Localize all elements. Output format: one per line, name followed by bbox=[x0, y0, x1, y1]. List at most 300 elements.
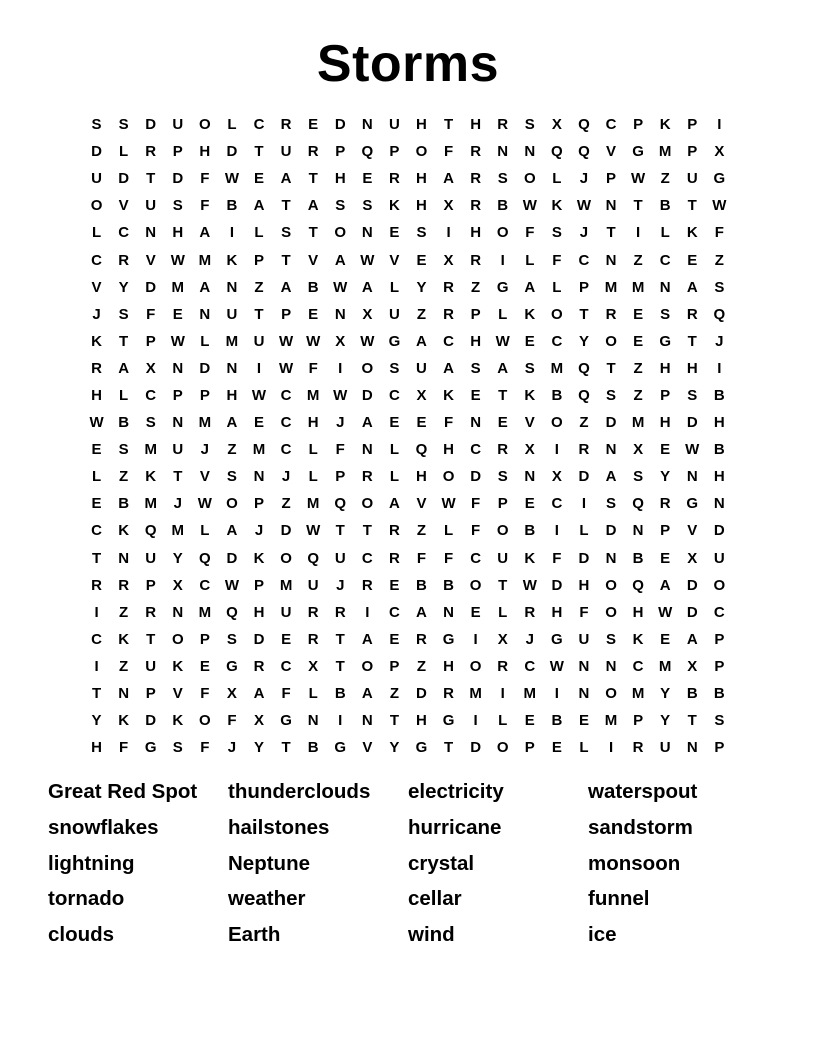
grid-letter: S bbox=[470, 359, 481, 377]
grid-letter: W bbox=[685, 441, 700, 459]
grid-letter: R bbox=[307, 143, 319, 161]
grid-letter: T bbox=[91, 549, 102, 567]
grid-letter: A bbox=[280, 170, 292, 188]
grid-letter: S bbox=[416, 224, 427, 242]
grid-row bbox=[83, 355, 733, 382]
grid-letter: Q bbox=[334, 495, 347, 513]
grid-letter: T bbox=[389, 712, 399, 730]
grid-letter: N bbox=[361, 712, 373, 730]
grid-letter: W bbox=[549, 657, 564, 675]
grid-letter: O bbox=[713, 576, 726, 594]
word-list-item: monsoon bbox=[588, 851, 681, 875]
grid-letter: B bbox=[307, 739, 319, 757]
grid-letter: S bbox=[524, 116, 535, 134]
grid-letter: F bbox=[308, 359, 318, 377]
grid-letter: X bbox=[524, 441, 535, 459]
grid-letter: P bbox=[633, 712, 644, 730]
grid-letter: P bbox=[714, 630, 725, 648]
grid-letter: O bbox=[551, 414, 563, 432]
grid-letter: X bbox=[687, 549, 698, 567]
grid-letter: Z bbox=[227, 441, 237, 459]
grid-letter: O bbox=[605, 576, 617, 594]
grid-letter: P bbox=[389, 657, 400, 675]
grid-letter: X bbox=[335, 332, 346, 350]
page-title: Storms bbox=[316, 35, 500, 93]
grid-letter: P bbox=[145, 576, 156, 594]
grid-letter: M bbox=[198, 603, 212, 621]
grid-letter: R bbox=[524, 603, 536, 621]
grid-letter: C bbox=[632, 657, 644, 675]
grid-letter: J bbox=[281, 468, 291, 486]
grid-letter: S bbox=[606, 630, 617, 648]
grid-letter: G bbox=[632, 143, 644, 161]
grid-letter: I bbox=[338, 712, 343, 730]
grid-letter: L bbox=[443, 522, 454, 540]
grid-letter: L bbox=[498, 305, 508, 323]
grid-letter: X bbox=[308, 657, 319, 675]
grid-row bbox=[83, 165, 733, 192]
grid-letter: F bbox=[119, 739, 129, 757]
grid-letter: P bbox=[497, 495, 508, 513]
grid-letter: Y bbox=[660, 712, 671, 730]
grid-letter: R bbox=[443, 305, 454, 323]
grid-row bbox=[83, 246, 733, 273]
grid-letter: I bbox=[608, 739, 614, 757]
grid-letter: D bbox=[334, 116, 346, 134]
grid-letter: F bbox=[227, 712, 237, 730]
grid-letter: O bbox=[523, 170, 536, 188]
grid-letter: B bbox=[551, 712, 563, 730]
grid-row bbox=[83, 301, 733, 328]
grid-letter: Z bbox=[389, 685, 399, 703]
grid-letter: L bbox=[119, 386, 129, 404]
grid-letter: C bbox=[361, 549, 373, 567]
grid-letter: A bbox=[361, 630, 373, 648]
grid-letter: N bbox=[497, 143, 509, 161]
grid-letter: R bbox=[145, 603, 157, 621]
word-list-item: ice bbox=[588, 923, 617, 947]
grid-letter: W bbox=[89, 414, 104, 432]
grid-letter: D bbox=[361, 386, 373, 404]
grid-letter: L bbox=[552, 278, 562, 296]
grid-letter: O bbox=[226, 495, 238, 513]
grid-letter: H bbox=[470, 224, 482, 242]
grid-letter: M bbox=[198, 251, 212, 269]
grid-letter: M bbox=[604, 278, 618, 296]
grid-letter: Q bbox=[144, 522, 157, 540]
grid-letter: E bbox=[91, 495, 102, 513]
grid-letter: T bbox=[91, 685, 102, 703]
grid-letter: A bbox=[416, 603, 427, 621]
grid-letter: Q bbox=[199, 549, 211, 567]
grid-letter: Q bbox=[632, 495, 644, 513]
grid-letter: A bbox=[686, 630, 698, 648]
grid-letter: X bbox=[362, 305, 373, 323]
grid-letter: E bbox=[254, 170, 265, 188]
grid-row bbox=[83, 111, 733, 138]
grid-letter: H bbox=[659, 359, 671, 377]
grid-letter: P bbox=[254, 251, 265, 269]
grid-letter: E bbox=[199, 657, 210, 675]
grid-letter: G bbox=[334, 739, 347, 757]
grid-letter: Z bbox=[579, 414, 589, 432]
grid-letter: K bbox=[118, 712, 130, 730]
grid-letter: Q bbox=[632, 576, 644, 594]
grid-letter: L bbox=[91, 468, 102, 486]
grid-letter: K bbox=[443, 386, 454, 404]
grid-letter: M bbox=[306, 495, 320, 513]
grid-letter: O bbox=[415, 143, 428, 161]
grid-letter: R bbox=[145, 143, 157, 161]
grid-letter: K bbox=[145, 468, 157, 486]
word-list-item: electricity bbox=[408, 780, 504, 803]
grid-letter: O bbox=[442, 468, 455, 486]
grid-letter: T bbox=[498, 576, 508, 594]
grid-letter: T bbox=[281, 251, 291, 269]
grid-letter: D bbox=[226, 549, 238, 567]
grid-letter: D bbox=[145, 712, 157, 730]
grid-letter: F bbox=[416, 549, 427, 567]
grid-letter: A bbox=[226, 414, 238, 432]
grid-letter: Y bbox=[172, 549, 183, 567]
grid-letter: D bbox=[470, 739, 482, 757]
grid-letter: A bbox=[253, 197, 265, 215]
grid-row bbox=[83, 219, 733, 246]
grid-letter: F bbox=[443, 549, 454, 567]
grid-letter: A bbox=[361, 685, 373, 703]
grid-letter: E bbox=[416, 414, 427, 432]
grid-letter: M bbox=[469, 685, 482, 703]
grid-letter: Z bbox=[119, 603, 129, 621]
grid-letter: H bbox=[416, 468, 427, 486]
grid-letter: V bbox=[606, 143, 617, 161]
grid-letter: S bbox=[226, 468, 237, 486]
grid-letter: V bbox=[91, 278, 102, 296]
grid-letter: G bbox=[659, 332, 672, 350]
grid-letter: R bbox=[470, 170, 482, 188]
grid-letter: N bbox=[470, 414, 482, 432]
grid-letter: E bbox=[470, 603, 481, 621]
grid-letter: A bbox=[307, 197, 319, 215]
grid-row bbox=[83, 545, 733, 572]
grid-letter: N bbox=[226, 359, 238, 377]
grid-letter: R bbox=[388, 549, 400, 567]
grid-letter: A bbox=[497, 359, 509, 377]
word-list-item: Great Red Spot bbox=[48, 780, 198, 803]
grid-letter: D bbox=[470, 468, 482, 486]
grid-letter: H bbox=[470, 332, 482, 350]
grid-letter: P bbox=[335, 143, 346, 161]
grid-letter: Z bbox=[119, 468, 129, 486]
grid-letter: M bbox=[306, 386, 320, 404]
grid-letter: N bbox=[172, 603, 184, 621]
grid-letter: Q bbox=[361, 143, 374, 161]
grid-letter: B bbox=[334, 685, 346, 703]
grid-letter: D bbox=[253, 630, 265, 648]
grid-letter: Z bbox=[633, 359, 643, 377]
grid-letter: P bbox=[145, 332, 156, 350]
grid-letter: P bbox=[389, 143, 400, 161]
grid-letter: Y bbox=[578, 332, 589, 350]
grid-letter: D bbox=[686, 603, 698, 621]
grid-letter: O bbox=[361, 495, 374, 513]
grid-row bbox=[83, 138, 733, 165]
grid-letter: W bbox=[170, 251, 185, 269]
grid-letter: W bbox=[631, 170, 646, 188]
grid-letter: H bbox=[226, 386, 238, 404]
grid-letter: D bbox=[145, 116, 157, 134]
grid-letter: D bbox=[551, 576, 563, 594]
grid-letter: P bbox=[687, 116, 698, 134]
grid-letter: R bbox=[361, 576, 373, 594]
grid-letter: D bbox=[713, 522, 725, 540]
grid-letter: G bbox=[496, 278, 509, 296]
grid-letter: G bbox=[144, 739, 157, 757]
grid-letter: S bbox=[524, 359, 535, 377]
grid-letter: E bbox=[308, 116, 319, 134]
grid-letter: C bbox=[118, 224, 130, 242]
grid-letter: H bbox=[253, 603, 265, 621]
grid-letter: J bbox=[336, 414, 345, 432]
grid-row bbox=[83, 436, 733, 463]
grid-letter: A bbox=[524, 278, 536, 296]
grid-letter: T bbox=[254, 143, 264, 161]
grid-letter: W bbox=[251, 386, 267, 404]
grid-letter: G bbox=[551, 630, 563, 648]
grid-letter: C bbox=[551, 495, 563, 513]
grid-letter: Z bbox=[633, 386, 643, 404]
grid-letter: C bbox=[199, 576, 211, 594]
grid-letter: C bbox=[551, 332, 563, 350]
grid-letter: N bbox=[361, 116, 373, 134]
grid-letter: A bbox=[605, 468, 617, 486]
grid-letter: R bbox=[91, 359, 102, 377]
grid-letter: U bbox=[416, 359, 427, 377]
grid-letter: P bbox=[172, 143, 183, 161]
grid-letter: R bbox=[578, 441, 590, 459]
grid-letter: A bbox=[118, 359, 130, 377]
grid-letter: M bbox=[631, 685, 645, 703]
grid-letter: W bbox=[360, 332, 375, 350]
grid-letter: Y bbox=[416, 278, 427, 296]
grid-letter: Z bbox=[471, 278, 481, 296]
grid-letter: I bbox=[94, 657, 99, 675]
grid-row bbox=[83, 626, 733, 653]
grid-row bbox=[83, 517, 733, 544]
grid-letter: O bbox=[605, 332, 617, 350]
grid-letter: L bbox=[254, 224, 264, 242]
grid-letter: A bbox=[361, 414, 373, 432]
grid-letter: I bbox=[500, 251, 505, 269]
grid-letter: I bbox=[717, 116, 722, 134]
grid-letter: J bbox=[715, 332, 724, 350]
grid-letter: E bbox=[389, 414, 400, 432]
grid-letter: R bbox=[659, 495, 671, 513]
grid-letter: P bbox=[254, 495, 265, 513]
grid-letter: T bbox=[335, 657, 345, 675]
grid-letter: S bbox=[714, 712, 725, 730]
grid-letter: J bbox=[227, 739, 237, 757]
grid-letter: B bbox=[713, 386, 725, 404]
grid-letter: N bbox=[443, 603, 454, 621]
grid-letter: K bbox=[172, 657, 184, 675]
grid-letter: H bbox=[443, 441, 454, 459]
grid-letter: R bbox=[307, 630, 319, 648]
grid-letter: B bbox=[659, 197, 671, 215]
grid-letter: R bbox=[605, 305, 617, 323]
grid-letter: B bbox=[118, 414, 130, 432]
grid-letter: D bbox=[280, 522, 292, 540]
grid-letter: R bbox=[334, 603, 346, 621]
grid-letter: A bbox=[416, 332, 427, 350]
grid-letter: O bbox=[496, 224, 509, 242]
grid-letter: N bbox=[605, 549, 617, 567]
grid-letter: G bbox=[442, 712, 455, 730]
grid-letter: P bbox=[254, 576, 265, 594]
grid-letter: B bbox=[307, 278, 319, 296]
grid-letter: U bbox=[578, 630, 590, 648]
word-list-item: Neptune bbox=[228, 851, 310, 875]
grid-letter: M bbox=[144, 441, 157, 459]
grid-letter: P bbox=[714, 739, 725, 757]
word-list-item: wind bbox=[408, 923, 455, 947]
grid-letter: J bbox=[579, 224, 589, 242]
grid-letter: O bbox=[361, 359, 374, 377]
grid-letter: N bbox=[578, 657, 590, 675]
grid-letter: E bbox=[172, 305, 183, 323]
grid-letter: L bbox=[91, 224, 102, 242]
grid-letter: U bbox=[388, 305, 400, 323]
grid-letter: W bbox=[576, 197, 592, 215]
grid-letter: T bbox=[335, 630, 345, 648]
grid-letter: H bbox=[416, 170, 427, 188]
letter-grid bbox=[83, 111, 733, 761]
grid-letter: H bbox=[307, 414, 319, 432]
grid-letter: R bbox=[118, 576, 130, 594]
grid-letter: P bbox=[606, 170, 617, 188]
grid-letter: C bbox=[280, 441, 292, 459]
grid-letter: I bbox=[229, 224, 235, 242]
grid-letter: Y bbox=[660, 468, 671, 486]
grid-letter: E bbox=[91, 441, 102, 459]
grid-letter: P bbox=[470, 305, 481, 323]
grid-letter: U bbox=[713, 549, 725, 567]
grid-letter: W bbox=[170, 332, 185, 350]
grid-letter: M bbox=[631, 278, 645, 296]
grid-letter: F bbox=[579, 603, 589, 621]
grid-letter: T bbox=[633, 197, 643, 215]
grid-letter: L bbox=[525, 251, 535, 269]
grid-letter: T bbox=[308, 224, 318, 242]
grid-letter: D bbox=[605, 522, 617, 540]
grid-letter: O bbox=[334, 224, 347, 242]
grid-letter: C bbox=[713, 603, 725, 621]
grid-letter: K bbox=[524, 305, 536, 323]
grid-letter: E bbox=[660, 441, 671, 459]
word-list-item: clouds bbox=[48, 923, 115, 947]
grid-letter: T bbox=[281, 739, 291, 757]
grid-letter: Q bbox=[578, 143, 590, 161]
grid-letter: E bbox=[660, 549, 671, 567]
grid-letter: S bbox=[226, 630, 237, 648]
grid-letter: L bbox=[579, 739, 589, 757]
grid-letter: O bbox=[199, 116, 211, 134]
grid-letter: F bbox=[335, 441, 345, 459]
grid-letter: B bbox=[118, 495, 130, 513]
grid-letter: F bbox=[443, 143, 454, 161]
grid-letter: R bbox=[388, 522, 400, 540]
grid-letter: D bbox=[686, 576, 698, 594]
grid-letter: S bbox=[145, 414, 156, 432]
grid-letter: K bbox=[388, 197, 400, 215]
grid-row bbox=[83, 653, 733, 680]
grid-letter: W bbox=[279, 359, 294, 377]
word-list-item: cellar bbox=[408, 887, 462, 911]
grid-letter: A bbox=[659, 576, 671, 594]
grid-letter: Q bbox=[578, 359, 590, 377]
grid-letter: E bbox=[687, 251, 698, 269]
grid-letter: X bbox=[226, 685, 237, 703]
word-list-item: tornado bbox=[48, 887, 125, 911]
grid-letter: S bbox=[606, 495, 617, 513]
grid-letter: D bbox=[199, 359, 211, 377]
grid-letter: M bbox=[658, 657, 672, 675]
grid-letter: K bbox=[551, 197, 563, 215]
grid-letter: Q bbox=[226, 603, 238, 621]
grid-letter: N bbox=[172, 359, 184, 377]
word-list-item: hurricane bbox=[408, 815, 502, 839]
word-list-item: hailstones bbox=[228, 815, 330, 839]
grid-letter: D bbox=[416, 685, 427, 703]
word-list-item: crystal bbox=[408, 851, 475, 875]
grid-letter: A bbox=[199, 278, 211, 296]
grid-letter: N bbox=[145, 224, 157, 242]
grid-letter: E bbox=[551, 739, 562, 757]
grid-letter: X bbox=[551, 116, 562, 134]
grid-letter: G bbox=[388, 332, 401, 350]
grid-letter: N bbox=[199, 305, 211, 323]
grid-letter: I bbox=[636, 224, 641, 242]
grid-letter: S bbox=[118, 441, 129, 459]
grid-letter: M bbox=[279, 576, 293, 594]
grid-letter: Z bbox=[281, 495, 291, 513]
grid-letter: A bbox=[361, 278, 373, 296]
grid-letter: M bbox=[631, 414, 645, 432]
grid-letter: T bbox=[606, 359, 616, 377]
grid-letter: N bbox=[686, 468, 698, 486]
grid-letter: K bbox=[118, 630, 130, 648]
grid-letter: F bbox=[200, 739, 210, 757]
grid-letter: R bbox=[118, 251, 130, 269]
grid-letter: P bbox=[660, 522, 671, 540]
grid-letter: E bbox=[524, 495, 535, 513]
word-list-item: snowflakes bbox=[48, 815, 159, 839]
grid-letter: Z bbox=[254, 278, 264, 296]
grid-letter: U bbox=[172, 441, 184, 459]
grid-letter: P bbox=[687, 143, 698, 161]
grid-letter: A bbox=[199, 224, 211, 242]
grid-letter: O bbox=[469, 576, 482, 594]
grid-letter: O bbox=[605, 685, 617, 703]
grid-letter: Z bbox=[633, 251, 643, 269]
grid-letter: A bbox=[226, 522, 238, 540]
grid-letter: I bbox=[554, 685, 559, 703]
grid-letter: X bbox=[443, 251, 454, 269]
grid-letter: R bbox=[388, 170, 400, 188]
grid-letter: R bbox=[253, 657, 265, 675]
grid-letter: A bbox=[280, 278, 292, 296]
grid-letter: W bbox=[712, 197, 727, 215]
